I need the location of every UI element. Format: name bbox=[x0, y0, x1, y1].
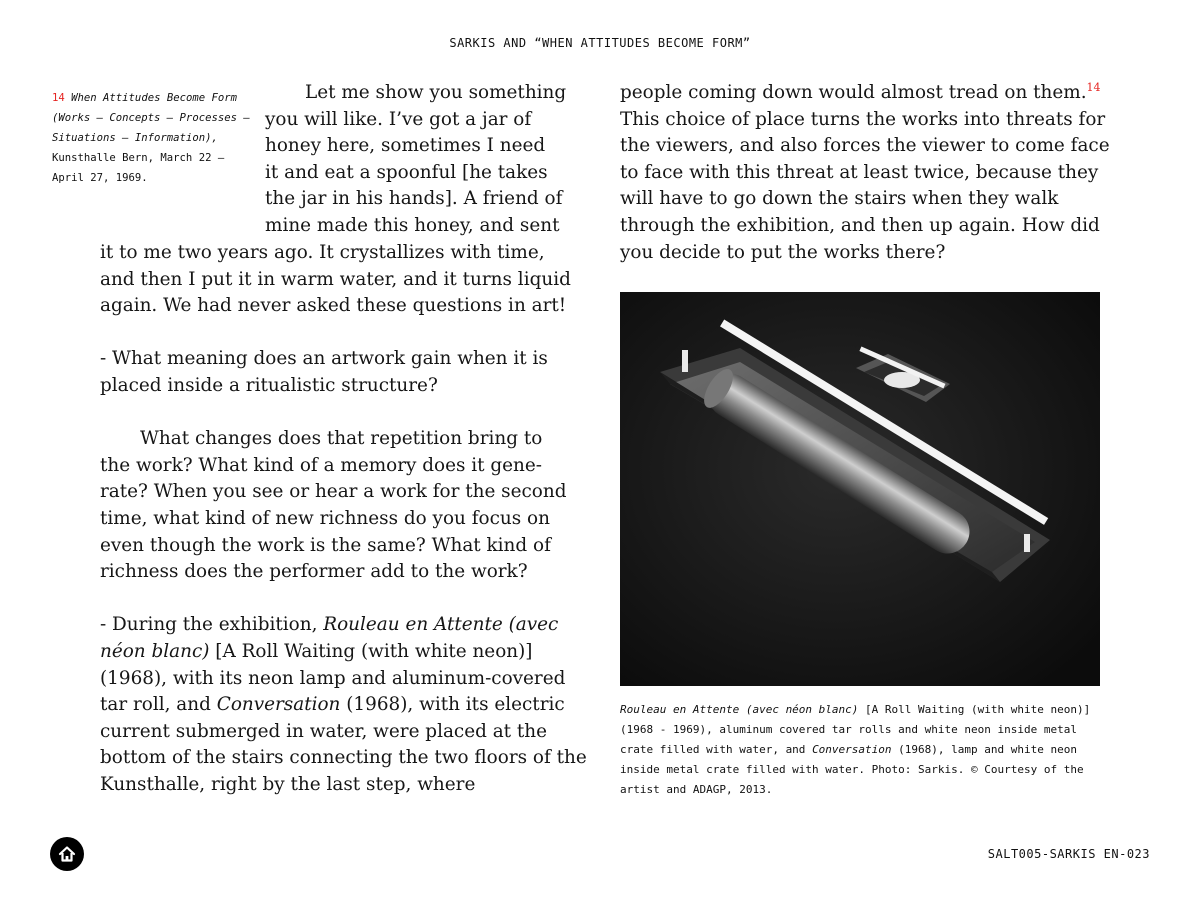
text-line: the jar in his hands]. A friend of bbox=[265, 188, 563, 210]
figure-caption: Rouleau en Attente (avec néon blanc) [A Roll Waiting (with white neon)] (1968 - 1969), aluminum covered tar rolls and white neon inside metal crate filled with water, and Conversation (1968), lamp and white neon inside metal crate filled with water. Photo: Sarkis. © Courtesy of the artist and ADAGP, 2013. bbox=[620, 703, 1091, 796]
page-identifier: SALT005-SARKIS EN-023 bbox=[987, 847, 1150, 861]
text-line: you will like. I’ve got a jar of bbox=[265, 108, 532, 130]
text-line: What changes does that repetition bring to bbox=[140, 428, 543, 450]
question-paragraph: - During the exhibition, Rouleau en Attente (avec néon blanc) [A Roll Waiting (with white neon)] (1968), with its neon lamp and aluminum-covered tar roll, and Conversation (1968), with its electric current submerged in water, were placed at the bottom of the stairs connecting the two floors of the Kunsthalle, right by the last step, where bbox=[100, 614, 587, 795]
artwork-illustration bbox=[620, 292, 1100, 686]
sidenote-title: When Attitudes Become Form (Works – Concepts – Processes – Situations – Information), bbox=[52, 92, 250, 144]
footnote-ref[interactable]: 14 bbox=[1086, 80, 1101, 94]
text-line: time, what kind of new richness do you focus on bbox=[100, 507, 550, 529]
sidenote-details: Kunsthalle Bern, March 22 – April 27, 1969. bbox=[52, 152, 225, 184]
sidenote bbox=[52, 88, 252, 188]
text-line: again. We had never asked these questions in art! bbox=[100, 295, 567, 317]
text-line: it to me two years ago. It crystallizes with time, bbox=[100, 242, 545, 263]
text-line: Let me show you something bbox=[305, 82, 567, 103]
paragraph-stairs: people coming down would almost tread on them.$^{14}$ This choice of place turns the works into threats for the viewers, and also forces the viewer to come face to face with this threat at least twice, because they will have to go down the stairs when they walk through the exhibition, and then up again. How did you decide to put the works there? bbox=[620, 80, 1110, 263]
paragraph-honey-intro bbox=[265, 80, 590, 240]
home-button[interactable] bbox=[50, 837, 84, 871]
text-line: rate? When you see or hear a work for the second bbox=[100, 481, 567, 503]
text-line: richness does the performer add to the work? bbox=[100, 561, 528, 583]
left-column-body bbox=[100, 240, 595, 798]
text-line: honey here, sometimes I need bbox=[265, 135, 546, 157]
running-header: SARKIS AND “WHEN ATTITUDES BECOME FORM” bbox=[449, 36, 751, 50]
text-line: the work? What kind of a memory does it gene- bbox=[100, 454, 542, 476]
text-line: and then I put it in warm water, and it turns liquid bbox=[100, 268, 571, 290]
text-line: it and eat a spoonful [he takes bbox=[265, 161, 548, 183]
right-column-body bbox=[620, 80, 1120, 266]
sidenote-number: 14 bbox=[52, 92, 65, 104]
home-icon bbox=[57, 844, 77, 864]
question-line: placed inside a ritualistic structure? bbox=[100, 374, 438, 396]
text-line: even though the work is the same? What kind of bbox=[100, 534, 551, 556]
artwork-photo bbox=[620, 292, 1100, 686]
text-line: mine made this honey, and sent bbox=[265, 214, 560, 236]
question-line: - What meaning does an artwork gain when it is bbox=[100, 348, 548, 370]
